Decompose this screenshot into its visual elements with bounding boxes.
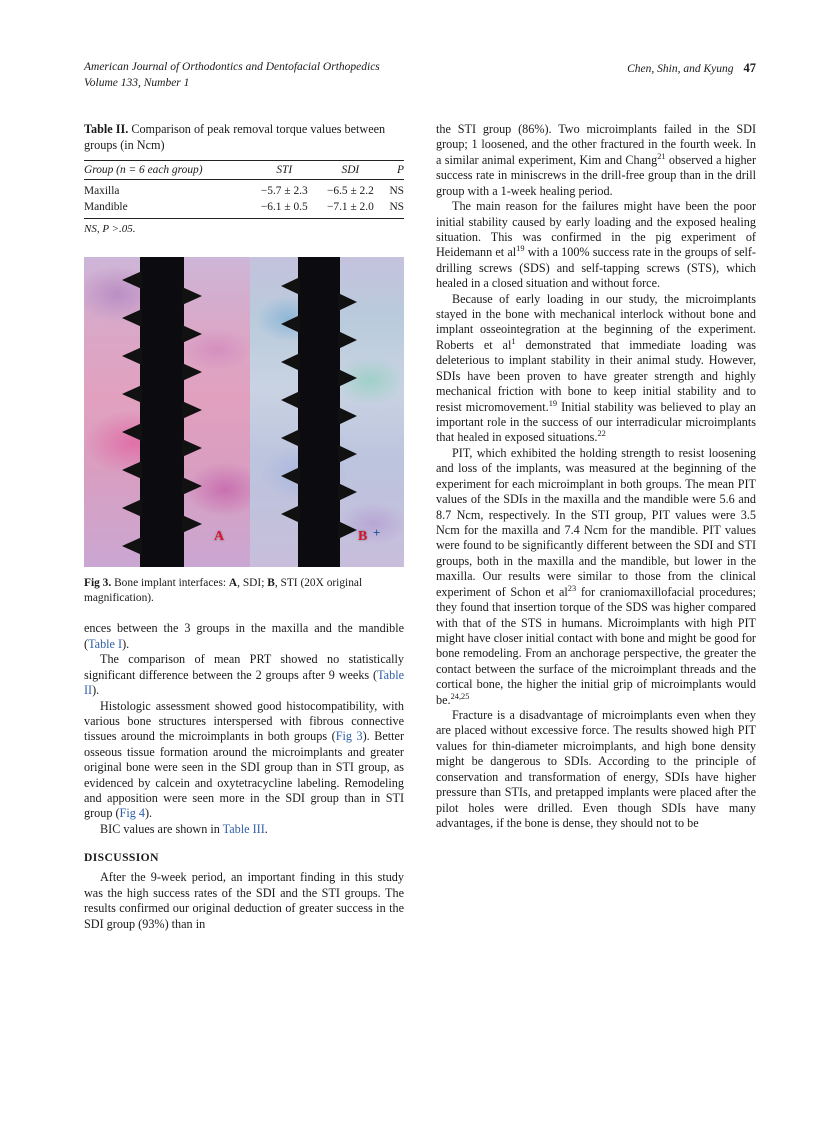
- para-text: Histologic assessment showed good histocompatibility, with various bone structures interspersed with fibrous connective tissues around the microimplants in both groups (: [84, 698, 404, 744]
- table-row: [84, 180, 404, 200]
- paragraph-r3: [436, 292, 756, 446]
- para-text: The main reason for the failures might have been the poor initial stability caused by early loading and the exposed healing situation. This was confirmed in the pig experiment of Heidemann et al: [436, 199, 756, 260]
- thread-tooth: [122, 499, 142, 517]
- implant-shaft-a: [140, 257, 184, 567]
- para-text-end: ).: [92, 683, 100, 698]
- col-header-group: Group (n = 6 each group): [84, 161, 251, 180]
- fig-4-link[interactable]: Fig 4: [119, 806, 145, 821]
- para-text: BIC values are shown in: [100, 821, 223, 836]
- cell-p: NS: [389, 185, 404, 198]
- para-text: Initial stability was believed to play an important role in the success of our interradicular microimplants that healed in exposed situations.: [436, 399, 756, 445]
- table-footnote: NS, P >.05.: [84, 218, 404, 235]
- citation-19: 19: [516, 244, 525, 254]
- fig-3-link[interactable]: Fig 3: [335, 729, 363, 744]
- para-text-end: .: [264, 821, 268, 836]
- thread-tooth: [122, 537, 142, 555]
- figure-3: [84, 257, 404, 605]
- para-text-end: with a 100% success rate in the groups of self-drilling screws (SDS) and self-tapping screws (STS), which healed in a closed situation and without force.: [436, 245, 756, 291]
- paragraph-r1: [436, 122, 756, 199]
- right-column: [436, 122, 756, 932]
- thread-tooth: [122, 347, 142, 365]
- thread-tooth: [182, 477, 202, 495]
- figure-caption-mid2: , STI (20X original magnification).: [84, 577, 363, 604]
- thread-tooth: [338, 445, 357, 463]
- para-text: for craniomaxillofacial procedures; they found that insertion torque of the SDS was higher compared with that of the STS in humans. Microimplants with high PIT might have closer initial contact with bone and might be good for bone remodeling. From an anchorage perspective, the greater the contact between the surface of the microimplant threads and the cortical bone, the higher the initial grip of microimplants would be.: [436, 584, 756, 707]
- table-i-link[interactable]: Table I: [88, 636, 123, 651]
- col-header-sdi: SDI: [317, 161, 383, 180]
- page-number: 47: [743, 61, 756, 75]
- cell-sdi: −7.1 ± 2.0: [326, 201, 374, 214]
- para-text: Because of early loading in our study, the microimplants stayed in the bone with mechanical interlock without bone and implant osseointegration at the beginning of the experiment. Roberts et al: [436, 291, 756, 352]
- cell-sti: −6.1 ± 0.5: [260, 201, 308, 214]
- left-column: [84, 122, 404, 932]
- running-head-authors: [627, 60, 756, 78]
- thread-tooth: [338, 483, 357, 501]
- citation-21: 21: [657, 151, 666, 161]
- citation-19b: 19: [548, 398, 558, 408]
- thread-tooth: [182, 287, 202, 305]
- thread-tooth: [182, 401, 202, 419]
- col-header-sti: STI: [251, 161, 317, 180]
- table-ii-link[interactable]: Table II: [84, 667, 404, 698]
- paragraph-prt: [84, 652, 404, 698]
- thread-tooth: [281, 467, 300, 485]
- paragraph-r5: Fracture is a disadvantage of microimplants even when they are placed without excessive force. The results showed high PIT values for thin-diameter microimplants, and high bone density might be dangerous to SDIs. According to the principle of conservation and transformation of energy, SDIs have higher pressure than STIs, and pretapped implants were placed after the pilot holes were drilled. Even though SDIs have many advantages, if the bone is dense, they should not to be: [436, 708, 756, 830]
- panel-a-overlay-label: A: [214, 529, 225, 545]
- figure-panel-b: [250, 257, 404, 567]
- thread-tooth: [122, 423, 142, 441]
- table-block: [84, 122, 404, 235]
- table-caption-text: Comparison of peak removal torque values between groups (in Ncm): [84, 122, 386, 152]
- peak-removal-torque-table: [84, 160, 404, 215]
- figure-caption-mid1: , SDI;: [237, 577, 268, 590]
- table-label: Table II.: [84, 122, 129, 136]
- figure-caption-b: B: [267, 577, 275, 590]
- cell-p: NS: [389, 201, 404, 214]
- cell-group: Mandible: [84, 201, 128, 214]
- paragraph-bic: [84, 822, 404, 837]
- thread-tooth: [122, 271, 142, 289]
- cell-sdi: −6.5 ± 2.2: [326, 185, 374, 198]
- table-caption: [84, 122, 404, 153]
- para-text-end: ).: [144, 806, 153, 821]
- para-text: demonstrated that immediate loading was deleterious to implant stability in their animal study. However, SDIs have been proven to have greater strength and highly mechanical friction with bone to keep initial stability and to resist micromovement.: [436, 337, 756, 414]
- table-iii-link[interactable]: Table III: [222, 821, 265, 836]
- figure-label: Fig 3.: [84, 577, 112, 590]
- para-text-end: ).: [122, 636, 130, 651]
- paragraph-r4: [436, 446, 756, 708]
- paragraph-r2: [436, 199, 756, 292]
- thread-tooth: [281, 277, 300, 295]
- paragraph-histology: [84, 699, 404, 822]
- journal-name: American Journal of Orthodontics and Dentofacial Orthopedics: [84, 61, 380, 73]
- thread-tooth: [122, 461, 142, 479]
- thread-tooth: [182, 325, 202, 343]
- author-names: Chen, Shin, and Kyung: [627, 63, 734, 75]
- para-text-end: observed a higher success rate in miniscrews in the drill-free group than in the drill group with a 1-week healing period.: [436, 152, 757, 198]
- citation-1: 1: [511, 336, 516, 346]
- panel-b-overlay-cross: +: [373, 525, 381, 541]
- running-head-journal: [84, 60, 380, 91]
- citation-24-25: 24,25: [450, 691, 470, 701]
- implant-shaft-b: [298, 257, 340, 567]
- thread-tooth: [338, 369, 357, 387]
- thread-tooth: [338, 407, 357, 425]
- figure-caption-a: A: [228, 577, 238, 590]
- thread-tooth: [338, 521, 357, 539]
- thread-tooth: [182, 515, 202, 533]
- thread-tooth: [281, 429, 300, 447]
- para-text: ). Better osseous tissue formation around the microimplants and greater original bone were seen in the SDI group than in STI group, as evidenced by calcein and oxytetracycline labeling. Remodeling and apposition were seen more in the SDI group than in STI group (: [84, 729, 405, 821]
- thread-tooth: [338, 293, 357, 311]
- thread-tooth: [338, 331, 357, 349]
- figure-panel-a: [84, 257, 250, 567]
- thread-tooth: [122, 309, 142, 327]
- figure-caption-part1: Bone implant interfaces:: [114, 577, 229, 590]
- thread-tooth: [281, 505, 300, 523]
- running-head: [84, 60, 756, 91]
- figure-3-caption: [84, 576, 404, 605]
- col-header-p: P: [383, 161, 404, 180]
- paragraph-continuation: [84, 621, 404, 652]
- thread-tooth: [182, 439, 202, 457]
- citation-23: 23: [567, 583, 577, 593]
- section-heading-discussion: DISCUSSION: [84, 851, 159, 865]
- para-text: PIT, which exhibited the holding strength to resist loosening and loss of the implants, was measured at the beginning of the experiment for each microimplant in both groups. The mean PIT values of the SDIs in the maxilla and the mandible were 5.6 and 8.7 Ncm, respectively. In the STI group, PIT values were 3.5 Ncm for the maxilla and 7.4 Ncm for the mandible. PIT values were found to be significantly different between the SDI and STI groups, both in the maxilla and the mandible, but lower in the maxilla. Our results were similar to those from the clinical experiment of Schon et al: [436, 445, 756, 599]
- thread-tooth: [281, 353, 300, 371]
- thread-tooth: [281, 315, 300, 333]
- thread-tooth: [182, 363, 202, 381]
- para-text: the STI group (86%). Two microimplants failed in the SDI group; 1 loosened, and the other fractured in the fourth week. In a similar animal experiment, Kim and Chang: [436, 122, 756, 167]
- paragraph-discussion-1: After the 9-week period, an important finding in this study was the high success rates of the SDI and the STI groups. The results confirmed our original deduction of greater success in the SDI group (93%) than in: [84, 870, 404, 931]
- table-row: [84, 199, 404, 215]
- para-text: ences between the 3 groups in the maxilla and the mandible (: [84, 621, 404, 651]
- journal-volume: Volume 133, Number 1: [84, 76, 190, 89]
- citation-22: 22: [597, 429, 606, 439]
- cell-sti: −5.7 ± 2.3: [260, 185, 308, 198]
- body-columns: [84, 122, 756, 932]
- para-text: The comparison of mean PRT showed no statistically significant difference between the 2 groups after 9 weeks (: [84, 652, 404, 682]
- cell-group: Maxilla: [84, 185, 120, 198]
- panel-b-overlay-label: B: [358, 529, 368, 545]
- figure-3-image: [84, 257, 404, 567]
- table-header-row: [84, 161, 404, 180]
- thread-tooth: [281, 391, 300, 409]
- thread-tooth: [122, 385, 142, 403]
